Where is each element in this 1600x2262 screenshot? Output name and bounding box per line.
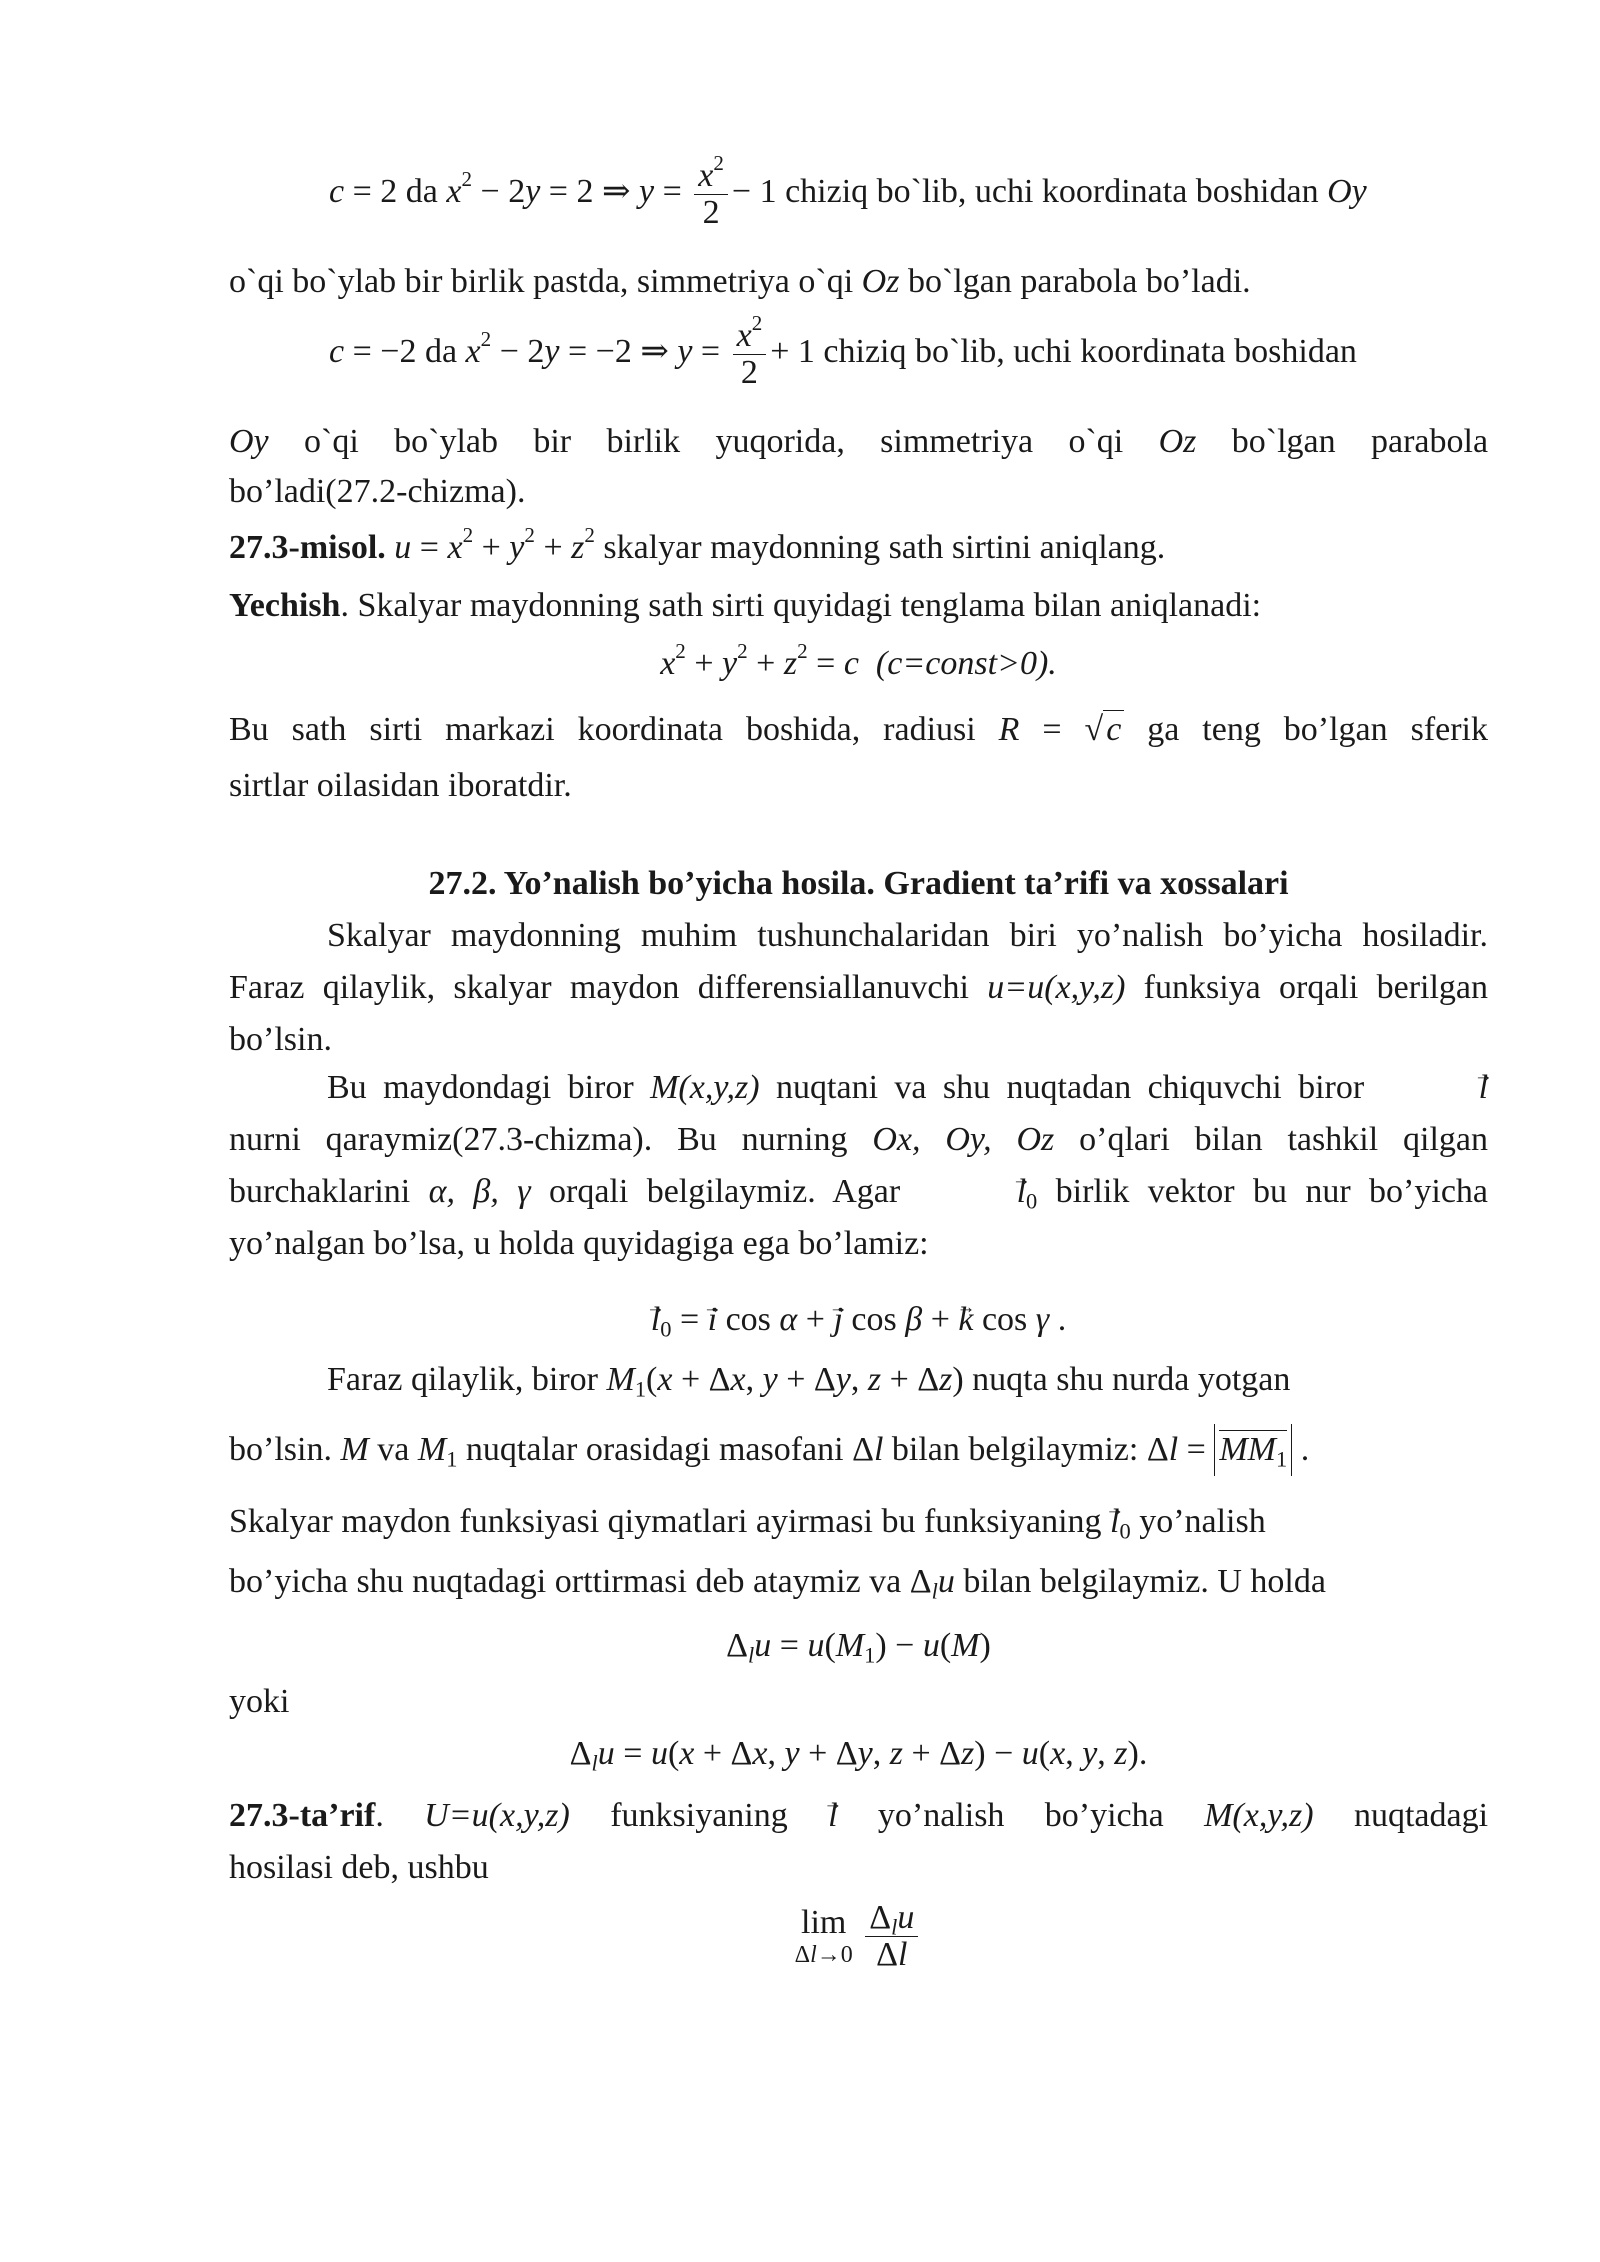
point-m1: M — [417, 1431, 447, 1468]
parabola-case-c2-cont — [229, 256, 1488, 308]
axis-oy: Oy — [229, 423, 269, 460]
text-line: Skalyar maydon funksiyasi qiymatlari ayirmasi bu funksiyaning — [229, 1503, 1102, 1540]
parabola-case-cm2: c = −2 da $x^2 - 2y = -2$ ⇒ y = $\frac{x^2}{2}$ + 1 chiziq bo`lib, uchi koordinata boshidan — [329, 311, 1357, 391]
function-u: u=u(x,y,z) — [987, 969, 1126, 1006]
text-line: va — [377, 1431, 410, 1468]
text-line: nuqtadagi — [1353, 1797, 1489, 1834]
text-line: bilan belgilaymiz. U holda — [963, 1563, 1326, 1600]
sqrt-c: √c — [1085, 704, 1125, 756]
point-m: M(x,y,z) — [1204, 1797, 1314, 1834]
abs-mm1: $MM_1$ — [1214, 1424, 1292, 1476]
text-line: o’qlari bilan tashkil qilgan burchaklarini — [229, 1121, 1489, 1210]
text-line: bo’ladi(27.2-chizma). — [229, 473, 526, 510]
parabola-case-c2: c = 2 da $x^2 - 2y = 2$ ⇒ y = $\frac{x^2}{2}$ − 1 chiziq bo`lib, uchi koordinata boshidan Oy — [329, 151, 1367, 231]
vector-l: → l — [828, 1790, 837, 1842]
vector-l: → l — [1381, 1062, 1488, 1114]
solution-label: Yechish — [229, 587, 341, 624]
paragraph-intro — [229, 910, 1488, 1066]
text-line: skalyar maydonning sath sirtini aniqlang. — [603, 529, 1166, 566]
text-line: . Skalyar maydonning sath sirti quyidagi tenglama bilan aniqlanadi: — [340, 587, 1262, 624]
fraction-x2-over-2: $\frac{x^2}{2}$ — [733, 318, 767, 390]
definition-label: 27.3-ta’rif — [229, 1797, 376, 1834]
definition-27-3: 27.3-ta’rif. U=u(x,y,z) funksiyaning → l yo’nalish bo’yicha M(x,y,z) nuqtadagi — [229, 1790, 1488, 1842]
text-line: Bu sath sirti markazi koordinata boshida, radiusi — [229, 711, 976, 748]
parabola-case-cm2-cont — [229, 416, 1488, 468]
paragraph-ray: Bu maydondagi biror M(x,y,z) nuqtani va shu nuqtadan chiquvchi biror → l nurni qaraymiz(27.3-chizma). Bu nurning Ox, Oy, Oz o’qlari bilan tashkil qilgan burchaklarini α, β, γ orqali belgilaymiz. Agar → $l_0$ birlik vektor bu nur bo’yicha yo’nalgan bo’lsa, u holda quyidagiga ega bo’lamiz: — [229, 1062, 1488, 1270]
condition-text: (c=const>0). — [875, 645, 1057, 682]
increment-formula: $\Delta_lu = u(M_1) - u(M)$ — [726, 1627, 991, 1668]
point-m: M — [340, 1431, 369, 1468]
text-line: chiziq bo`lib, uchi koordinata boshidan — [823, 332, 1357, 370]
fraction-x2-over-2: $\frac{x^2}{2}$ — [694, 158, 728, 230]
text-da: da — [424, 332, 458, 370]
text-line: bo’yicha shu nuqtadagi orttirmasi deb ataymiz va — [229, 1563, 902, 1600]
text-line: Faraz qilaylik, biror — [327, 1361, 598, 1398]
axes: Ox, Oy, Oz — [872, 1121, 1055, 1158]
vector-l0: → l — [919, 1166, 1026, 1218]
angles: α, β, γ — [428, 1173, 531, 1210]
lim-operator: lim Δl→0 — [794, 1904, 853, 1968]
text-line: nuqta shu nurda yotgan — [972, 1361, 1291, 1398]
sphere-equation: $x^2 + y^2 + z^2 = c$ (c=const>0). — [660, 639, 1057, 682]
point-m: M(x,y,z) — [650, 1069, 760, 1106]
text-line: o`qi bo`ylab bir birlik yuqorida, simmetriya o`qi — [304, 423, 1124, 460]
example-27-3: 27.3-misol. $u = x^2 + y^2 + z^2$ skalyar maydonning sath sirtini aniqlang. — [229, 523, 1166, 566]
text-line: yo’nalish bo’yicha — [877, 1797, 1164, 1834]
increment-formula-full: $\Delta_lu = u(x + \Delta x$, y + Δy, z + Δz) − u(x, y, z). — [569, 1735, 1148, 1776]
text-line: hosilasi deb, ushbu — [229, 1849, 489, 1886]
text-line: chiziq bo`lib, uchi koordinata boshidan — [785, 172, 1319, 210]
text-line: ga teng bo’lgan sferik — [1147, 711, 1488, 748]
axis-oy: Oy — [1327, 172, 1367, 210]
text-line: bo`lgan parabola — [1231, 423, 1489, 460]
text-line: orqali belgilaymiz. Agar — [549, 1173, 901, 1210]
function-U: U=u(x,y,z) — [424, 1797, 570, 1834]
paragraph-increment: Skalyar maydon funksiyasi qiymatlari ayirmasi bu funksiyaning → $l_0$ yo’nalish — [229, 1496, 1488, 1548]
sphere-description: Bu sath sirti markazi koordinata boshida, radiusi R = √c ga teng bo’lgan sferik — [229, 704, 1488, 756]
paragraph-point-m1: Faraz qilaylik, biror $M_1(x + \Delta x$, y + Δy, z + Δz) nuqta shu nurda yotgan — [327, 1361, 1291, 1402]
example-label: 27.3-misol. — [229, 529, 386, 566]
text-line: Bu maydondagi biror — [327, 1069, 634, 1106]
text-line: nurni qaraymiz(27.3-chizma). Bu nurning — [229, 1121, 848, 1158]
text-line: funksiya orqali berilgan bo’lsin. — [229, 969, 1489, 1058]
section-heading: 27.2. Yo’nalish bo’yicha hosila. Gradient ta’rifi va xossalari — [428, 865, 1289, 902]
limit-formula — [229, 1900, 1488, 1972]
text-line: o`qi bo`ylab bir birlik pastda, simmetriya o`qi — [229, 263, 854, 300]
text-line: funksiyaning — [610, 1797, 788, 1834]
text-line: bo`lgan parabola bo’ladi. — [907, 263, 1251, 300]
text-line: bo’lsin. — [229, 1431, 332, 1468]
text-line: bilan belgilaymiz: — [891, 1431, 1139, 1468]
solution-line — [229, 580, 1488, 632]
unit-vector-formula: → $l_0$ = → i cos α + → j cos β + → k cos γ . — [229, 1294, 1488, 1346]
fraction-dlu-over-dl: $\frac{\Delta_lu}{\Delta l}$ — [865, 1900, 918, 1972]
text-line: nuqtalar orasidagi masofani — [465, 1431, 844, 1468]
text-line: birlik vektor bu nur bo’yicha yo’nalgan bo’lsa, u holda quyidagiga ega bo’lamiz: — [229, 1173, 1489, 1262]
text-yoki: yoki — [229, 1683, 290, 1720]
text-da: da — [405, 172, 438, 210]
text-line: sirtlar oilasidan iboratdir. — [229, 767, 572, 804]
paragraph-increment-cont: bo’yicha shu nuqtadagi orttirmasi deb ataymiz va $\Delta_lu$ bilan belgilaymiz. U holda — [229, 1563, 1326, 1604]
text-line: yo’nalish — [1139, 1503, 1266, 1540]
axis-oz: Oz — [861, 263, 900, 300]
text-line: nuqtani va shu nuqtadan chiquvchi biror — [776, 1069, 1365, 1106]
text-line: Skalyar maydonning muhim tushunchalaridan biri yo’nalish bo’yicha hosiladir. Faraz qilaylik, skalyar maydon differensiallanuvchi — [229, 917, 1488, 1006]
axis-oz: Oz — [1158, 423, 1197, 460]
paragraph-distance: bo’lsin. M va $M_1$ nuqtalar orasidagi masofani Δl bilan belgilaymiz: $\Delta l = MM_1$ . — [229, 1424, 1488, 1476]
